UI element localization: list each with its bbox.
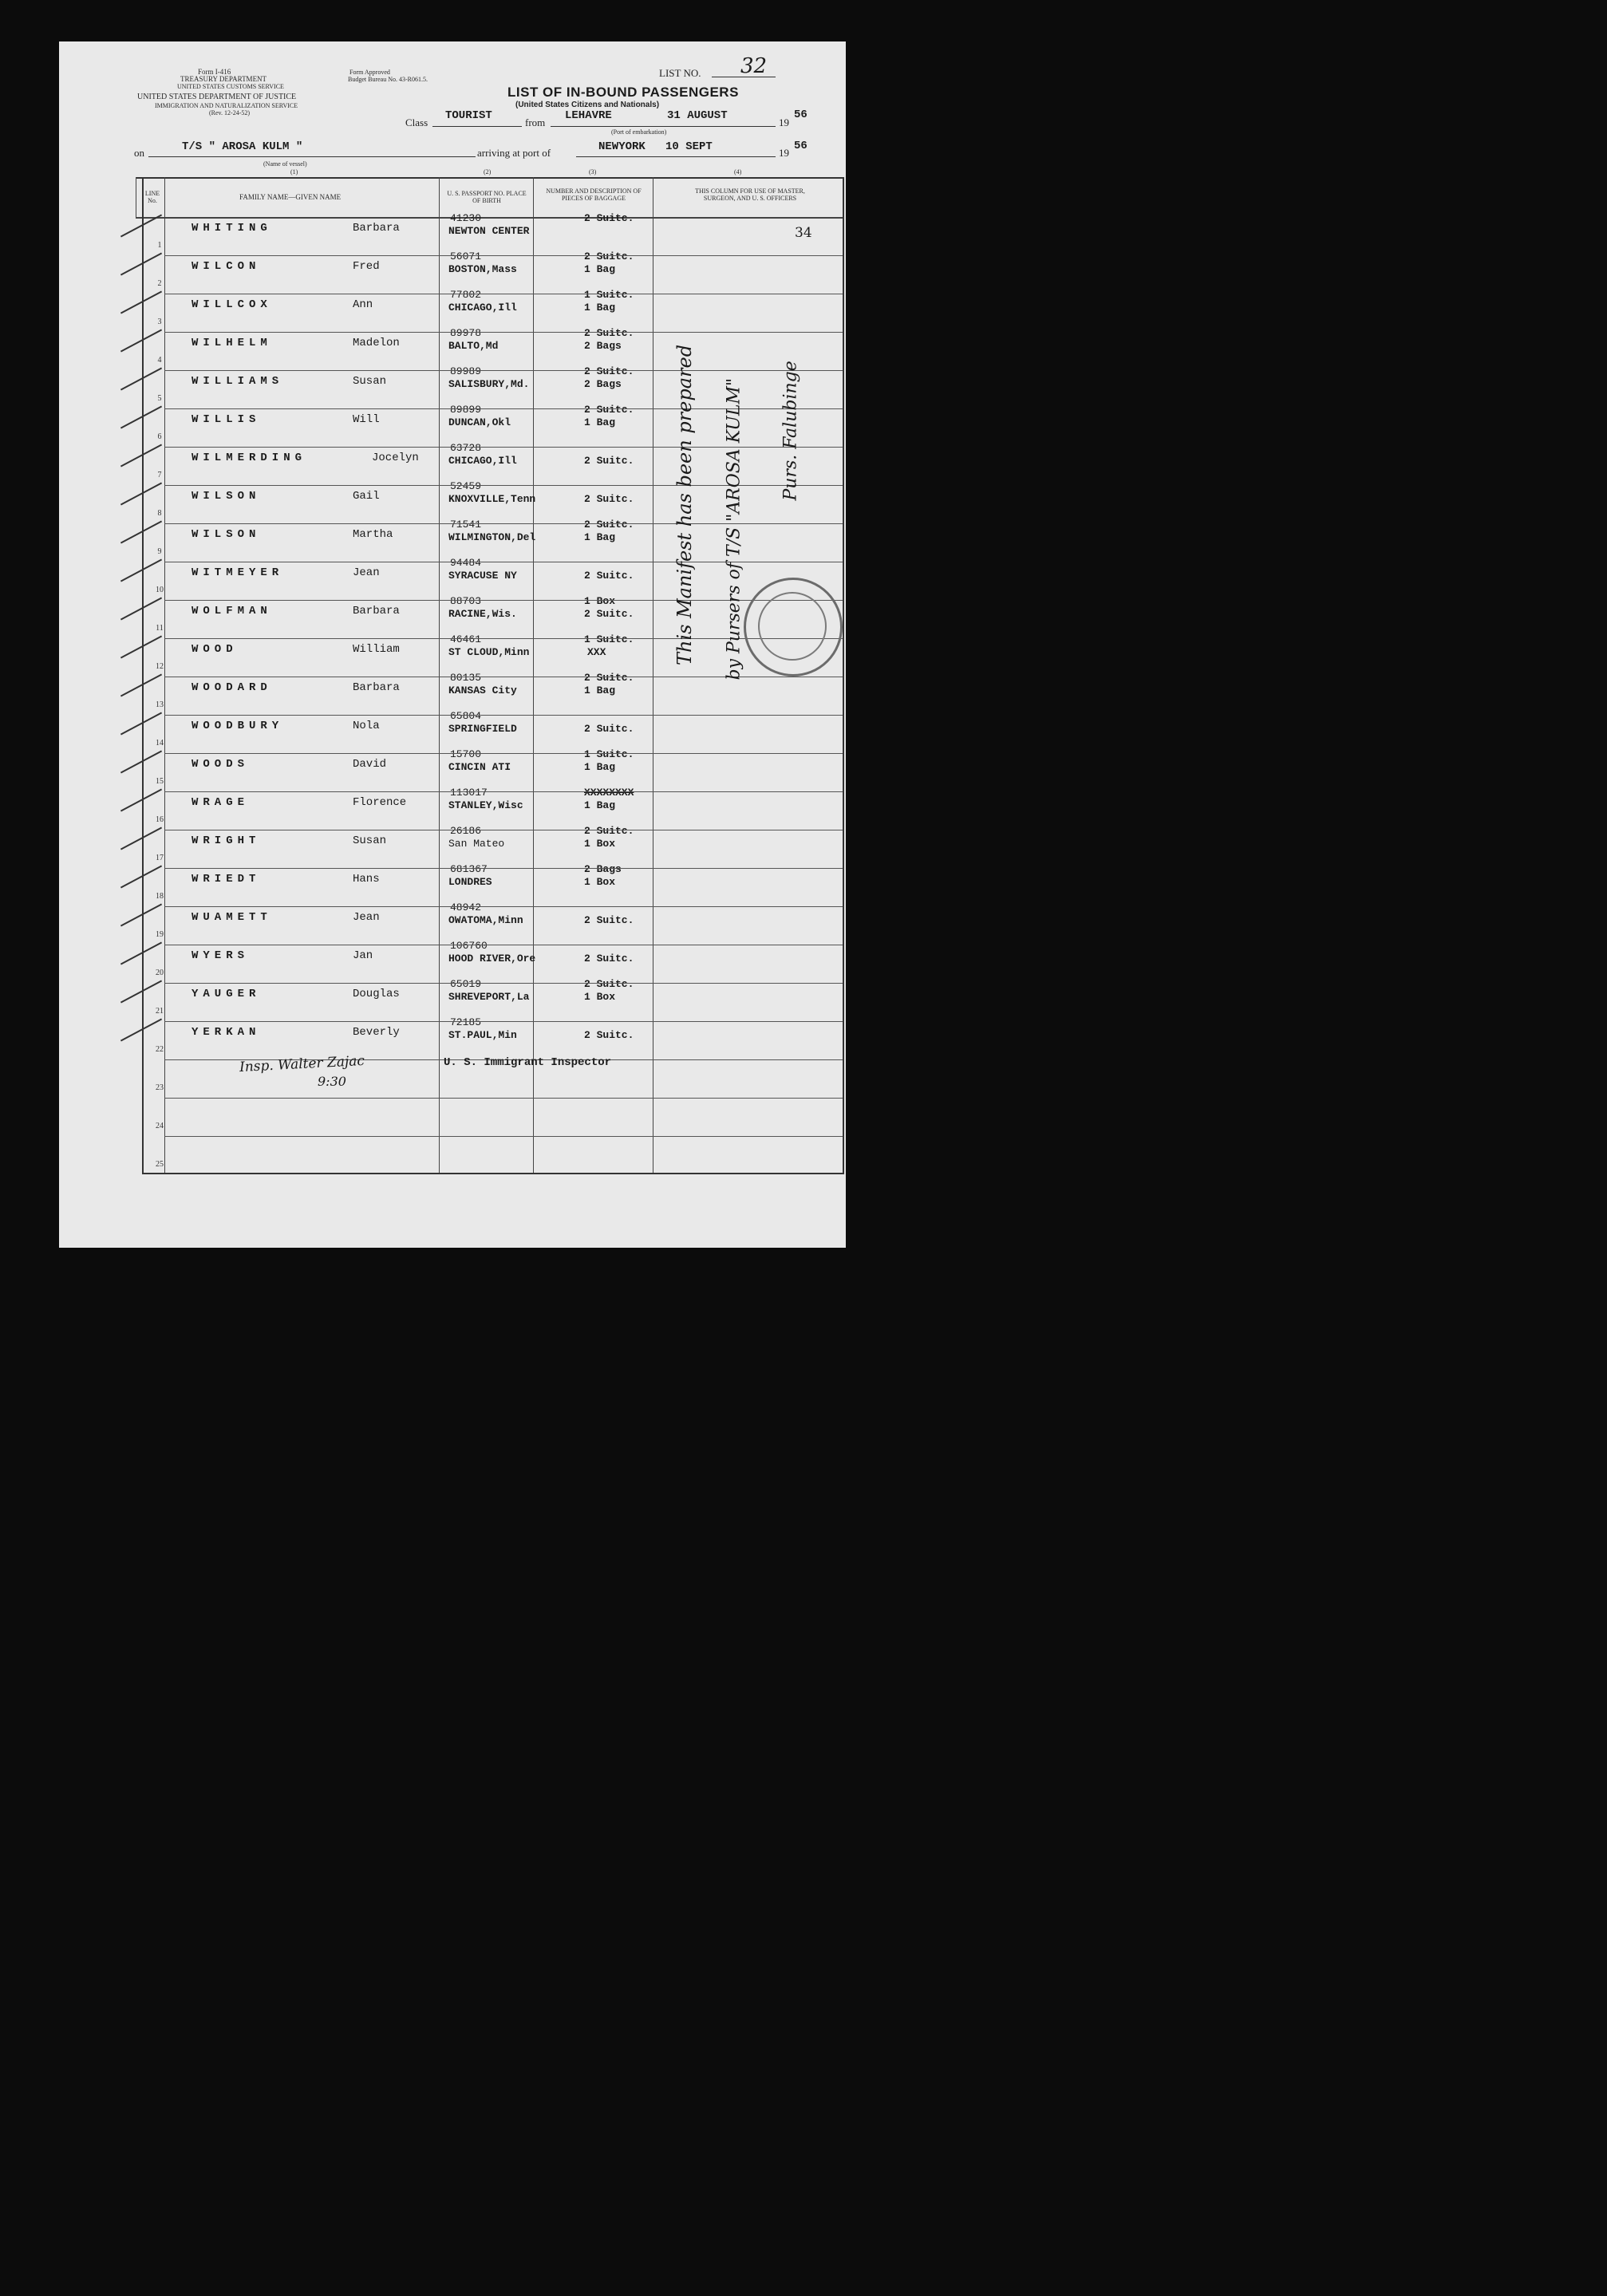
header-passport: U. S. PASSPORT NO. PLACE OF BIRTH: [447, 190, 527, 204]
family-name: WOODARD: [191, 681, 272, 694]
list-no: 32: [740, 54, 768, 78]
family-name: WILCON: [191, 260, 261, 273]
arrival-year: 56: [794, 140, 807, 152]
given-name: Barbara: [353, 222, 400, 235]
table-row: [140, 825, 843, 868]
table-row: [140, 212, 843, 255]
family-name: WOLFMAN: [191, 605, 272, 617]
baggage-line-1: 1 Suitc.: [584, 289, 634, 301]
baggage-line-2: 1 Bag: [584, 761, 616, 773]
passport-no: 89899: [450, 404, 482, 416]
place-of-birth: LONDRES: [448, 876, 492, 888]
given-name: David: [353, 758, 387, 771]
passport-no: 52459: [450, 480, 482, 492]
passport-no: 63728: [450, 442, 482, 454]
inspector-time: 9:30: [318, 1074, 346, 1089]
baggage-line-1: 2 Suitc.: [584, 1029, 634, 1041]
baggage-line-1: 2 Suitc.: [584, 570, 634, 582]
col-num-4: (4): [734, 168, 742, 176]
family-name: WUAMETT: [191, 911, 272, 924]
baggage-line-1: 2 Suitc.: [584, 672, 634, 684]
table-row: [140, 289, 843, 332]
passport-no: 65019: [450, 978, 482, 990]
manifest-note-line-3: Purs. Falubinge: [780, 361, 801, 501]
given-name: Jan: [353, 949, 373, 962]
table-row: [140, 710, 843, 753]
remark: 34: [795, 225, 812, 241]
table-row: [140, 748, 843, 791]
given-name: Jocelyn: [372, 452, 419, 464]
table-row: [140, 787, 843, 830]
baggage-line-1: 2 Suitc.: [584, 404, 634, 416]
col-num-3: (3): [589, 168, 597, 176]
passport-no: 46461: [450, 633, 482, 645]
baggage-line-2: 1 Box: [584, 991, 616, 1003]
baggage-line-1: 2 Suitc.: [584, 365, 634, 377]
passport-no: 72185: [450, 1016, 482, 1028]
place-of-birth: KANSAS City: [448, 684, 517, 696]
form-title: LIST OF IN-BOUND PASSENGERS: [507, 85, 739, 100]
family-name: WYERS: [191, 949, 250, 962]
embark-date: 31 AUGUST: [667, 109, 728, 122]
baggage-line-2: 1 Bag: [584, 302, 616, 314]
justice-dept: UNITED STATES DEPARTMENT OF JUSTICE: [137, 93, 297, 101]
table-row: [140, 327, 843, 370]
passport-no: 80135: [450, 672, 482, 684]
passport-no: 65804: [450, 710, 482, 722]
place-of-birth: OWATOMA,Minn: [448, 914, 523, 926]
line-number: 18: [156, 892, 164, 901]
inspector-handwritten: Insp. Walter Zajac: [239, 1052, 365, 1076]
place-of-birth: SHREVEPORT,La: [448, 991, 530, 1003]
table-row: [140, 940, 843, 983]
baggage-line-2: XXX: [587, 646, 606, 658]
treasury-dept: TREASURY DEPARTMENT: [180, 75, 267, 83]
family-name: WOOD: [191, 643, 238, 656]
passport-no: 71541: [450, 519, 482, 531]
given-name: William: [353, 643, 400, 656]
header-baggage: NUMBER AND DESCRIPTION OF PIECES OF BAGGAGE: [546, 187, 642, 202]
place-of-birth: BOSTON,Mass: [448, 263, 517, 275]
baggage-line-1: 1 Box: [584, 595, 616, 607]
baggage-line-1: 2 Suitc.: [584, 825, 634, 837]
class-label: Class: [405, 116, 428, 128]
passport-no: 113017: [450, 787, 488, 799]
line-number: 23: [156, 1083, 164, 1092]
manifest-note-line-1: This Manifest has been prepared: [673, 344, 696, 665]
given-name: Jean: [353, 566, 380, 579]
baggage-line-2: 1 Bag: [584, 263, 616, 275]
baggage-line-1: XXXXXXXX: [584, 787, 634, 799]
baggage-line-1: 2 Bags: [584, 863, 622, 875]
baggage-line-1: 2 Suitc.: [584, 327, 634, 339]
given-name: Nola: [353, 720, 380, 732]
baggage-line-1: 2 Suitc.: [584, 914, 634, 926]
form-approved: Form Approved: [349, 69, 390, 76]
place-of-birth: DUNCAN,Okl: [448, 416, 511, 428]
line-number: 6: [157, 432, 162, 441]
year-prefix: 19: [779, 116, 789, 128]
family-name: WILSON: [191, 490, 261, 503]
budget-bureau: Budget Bureau No. 43-R061.5.: [348, 76, 428, 83]
line-number: 16: [156, 815, 164, 824]
place-of-birth: CINCIN ATI: [448, 761, 511, 773]
table-row: [140, 672, 843, 715]
baggage-line-1: 2 Suitc.: [584, 723, 634, 735]
table-row: [140, 1136, 843, 1174]
line-number: 25: [156, 1160, 164, 1169]
given-name: Martha: [353, 528, 393, 541]
passport-no: 48942: [450, 901, 482, 913]
arrival-year-prefix: 19: [779, 147, 789, 159]
inspector-typed: U. S. Immigrant Inspector: [444, 1056, 612, 1069]
line-number: 22: [156, 1045, 164, 1054]
family-name: WRIGHT: [191, 834, 261, 847]
family-name: YERKAN: [191, 1026, 261, 1039]
arrival-port-date: NEWYORK 10 SEPT: [598, 140, 713, 153]
baggage-line-2: 2 Bags: [584, 340, 622, 352]
given-name: Jean: [353, 911, 380, 924]
line-number: 20: [156, 969, 164, 977]
arriving-label: arriving at port of: [477, 147, 551, 159]
family-name: WHITING: [191, 222, 272, 235]
vessel-name: T/S " AROSA KULM ": [182, 140, 303, 153]
customs-service: UNITED STATES CUSTOMS SERVICE: [177, 83, 284, 90]
place-of-birth: HOOD RIVER,Ore: [448, 953, 536, 965]
place-of-birth: KNOXVILLE,Tenn: [448, 493, 536, 505]
passport-no: 89989: [450, 365, 482, 377]
line-number: 15: [156, 777, 164, 786]
family-name: WOODBURY: [191, 720, 284, 732]
place-of-birth: ST.PAUL,Min: [448, 1029, 517, 1041]
line-number: 3: [157, 318, 162, 326]
passport-no: 681367: [450, 863, 488, 875]
line-number: 19: [156, 930, 164, 939]
header-name: FAMILY NAME—GIVEN NAME: [239, 193, 342, 201]
place-of-birth: CHICAGO,Ill: [448, 455, 517, 467]
place-of-birth: RACINE,Wis.: [448, 608, 517, 620]
on-label: on: [134, 147, 144, 159]
given-name: Barbara: [353, 681, 400, 694]
port-embark-note: (Port of embarkation): [611, 128, 667, 136]
line-number: 4: [157, 356, 162, 365]
passport-no: 77802: [450, 289, 482, 301]
place-of-birth: WILMINGTON,Del: [448, 531, 536, 543]
baggage-line-2: 2 Bags: [584, 378, 622, 390]
line-number: 1: [157, 241, 162, 250]
given-name: Will: [353, 413, 380, 426]
passport-no: 88703: [450, 595, 482, 607]
from-label: from: [525, 116, 546, 128]
passport-no: 56071: [450, 251, 482, 262]
line-number: 12: [156, 662, 164, 671]
line-number: 8: [157, 509, 162, 518]
line-number: 11: [156, 624, 164, 633]
passport-no: 15700: [450, 748, 482, 760]
passport-no: 94484: [450, 557, 482, 569]
line-number: 5: [157, 394, 162, 403]
family-name: WILMERDING: [191, 452, 307, 464]
family-name: WILLCOX: [191, 298, 272, 311]
baggage-line-2: 1 Bag: [584, 531, 616, 543]
baggage-line-2: 1 Bag: [584, 416, 616, 428]
embark-year: 56: [794, 108, 807, 121]
passport-no: 26186: [450, 825, 482, 837]
given-name: Madelon: [353, 337, 400, 349]
baggage-line-1: 1 Suitc.: [584, 748, 634, 760]
baggage-line-1: 2 Suitc.: [584, 953, 634, 965]
place-of-birth: BALTO,Md: [448, 340, 499, 352]
given-name: Florence: [353, 796, 407, 809]
given-name: Barbara: [353, 605, 400, 617]
baggage-line-2: 2 Suitc.: [584, 608, 634, 620]
family-name: WRAGE: [191, 796, 250, 809]
place-of-birth: SALISBURY,Md.: [448, 378, 530, 390]
baggage-line-1: 2 Suitc.: [584, 978, 634, 990]
line-number: 24: [156, 1122, 164, 1130]
baggage-line-2: 1 Bag: [584, 684, 616, 696]
passport-no: 106760: [450, 940, 488, 952]
baggage-line-2: 1 Box: [584, 876, 616, 888]
table-row: [140, 901, 843, 945]
form-number: Form I-416: [198, 68, 231, 76]
given-name: Gail: [353, 490, 380, 503]
line-number: 9: [157, 547, 162, 556]
baggage-line-1: 2 Suitc.: [584, 455, 634, 467]
line-number: 10: [156, 586, 164, 594]
family-name: YAUGER: [191, 988, 261, 1000]
line-number: 17: [156, 854, 164, 862]
purser-stamp: [744, 578, 843, 677]
place-of-birth: STANLEY,Wisc: [448, 799, 523, 811]
form-subtitle: (United States Citizens and Nationals): [515, 101, 660, 109]
given-name: Ann: [353, 298, 373, 311]
vessel-note: (Name of vessel): [263, 160, 307, 168]
baggage-line-1: 2 Suitc.: [584, 493, 634, 505]
baggage-line-1: 2 Suitc.: [584, 251, 634, 262]
col-num-1: (1): [290, 168, 298, 176]
line-number: 13: [156, 700, 164, 709]
form-revision: (Rev. 12-24-52): [209, 109, 251, 116]
given-name: Beverly: [353, 1026, 400, 1039]
header-line-no: LINE No.: [144, 190, 160, 204]
family-name: WILHELM: [191, 337, 272, 349]
family-name: WILLIAMS: [191, 375, 284, 388]
baggage-line-2: 1 Bag: [584, 799, 616, 811]
baggage-line-1: 1 Suitc.: [584, 633, 634, 645]
passport-no: 41230: [450, 212, 482, 224]
line-number: 14: [156, 739, 164, 748]
manifest-note-line-2: by Pursers of T/S "AROSA KULM": [724, 377, 744, 681]
baggage-line-1: 2 Suitc.: [584, 212, 634, 224]
class-value: TOURIST: [445, 109, 492, 122]
list-no-label: LIST NO.: [659, 67, 701, 79]
family-name: WITMEYER: [191, 566, 284, 579]
place-of-birth: SYRACUSE NY: [448, 570, 517, 582]
passport-no: 89978: [450, 327, 482, 339]
header-officers: THIS COLUMN FOR USE OF MASTER, SURGEON, AND U. S. OFFICERS: [695, 187, 805, 202]
col-num-2: (2): [484, 168, 492, 176]
ins-service: IMMIGRATION AND NATURALIZATION SERVICE: [155, 102, 298, 109]
line-number: 7: [157, 471, 162, 479]
table-row: [140, 863, 843, 906]
place-of-birth: SPRINGFIELD: [448, 723, 517, 735]
table-row: [140, 1098, 843, 1136]
given-name: Douglas: [353, 988, 400, 1000]
table-row: [140, 1016, 843, 1059]
table-row: [140, 251, 843, 294]
line-number: 21: [156, 1007, 164, 1016]
family-name: WILLIS: [191, 413, 261, 426]
family-name: WOODS: [191, 758, 250, 771]
family-name: WRIEDT: [191, 873, 261, 886]
baggage-line-1: 2 Suitc.: [584, 519, 634, 531]
line-number: 2: [157, 279, 162, 288]
given-name: Hans: [353, 873, 380, 886]
place-of-birth: ST CLOUD,Minn: [448, 646, 530, 658]
given-name: Susan: [353, 834, 387, 847]
baggage-line-2: 1 Box: [584, 838, 616, 850]
place-of-birth: NEWTON CENTER: [448, 225, 530, 237]
table-row: [140, 978, 843, 1021]
place-of-birth: San Mateo: [448, 838, 505, 850]
given-name: Fred: [353, 260, 380, 273]
from-port: LEHAVRE: [565, 109, 612, 122]
given-name: Susan: [353, 375, 387, 388]
family-name: WILSON: [191, 528, 261, 541]
place-of-birth: CHICAGO,Ill: [448, 302, 517, 314]
